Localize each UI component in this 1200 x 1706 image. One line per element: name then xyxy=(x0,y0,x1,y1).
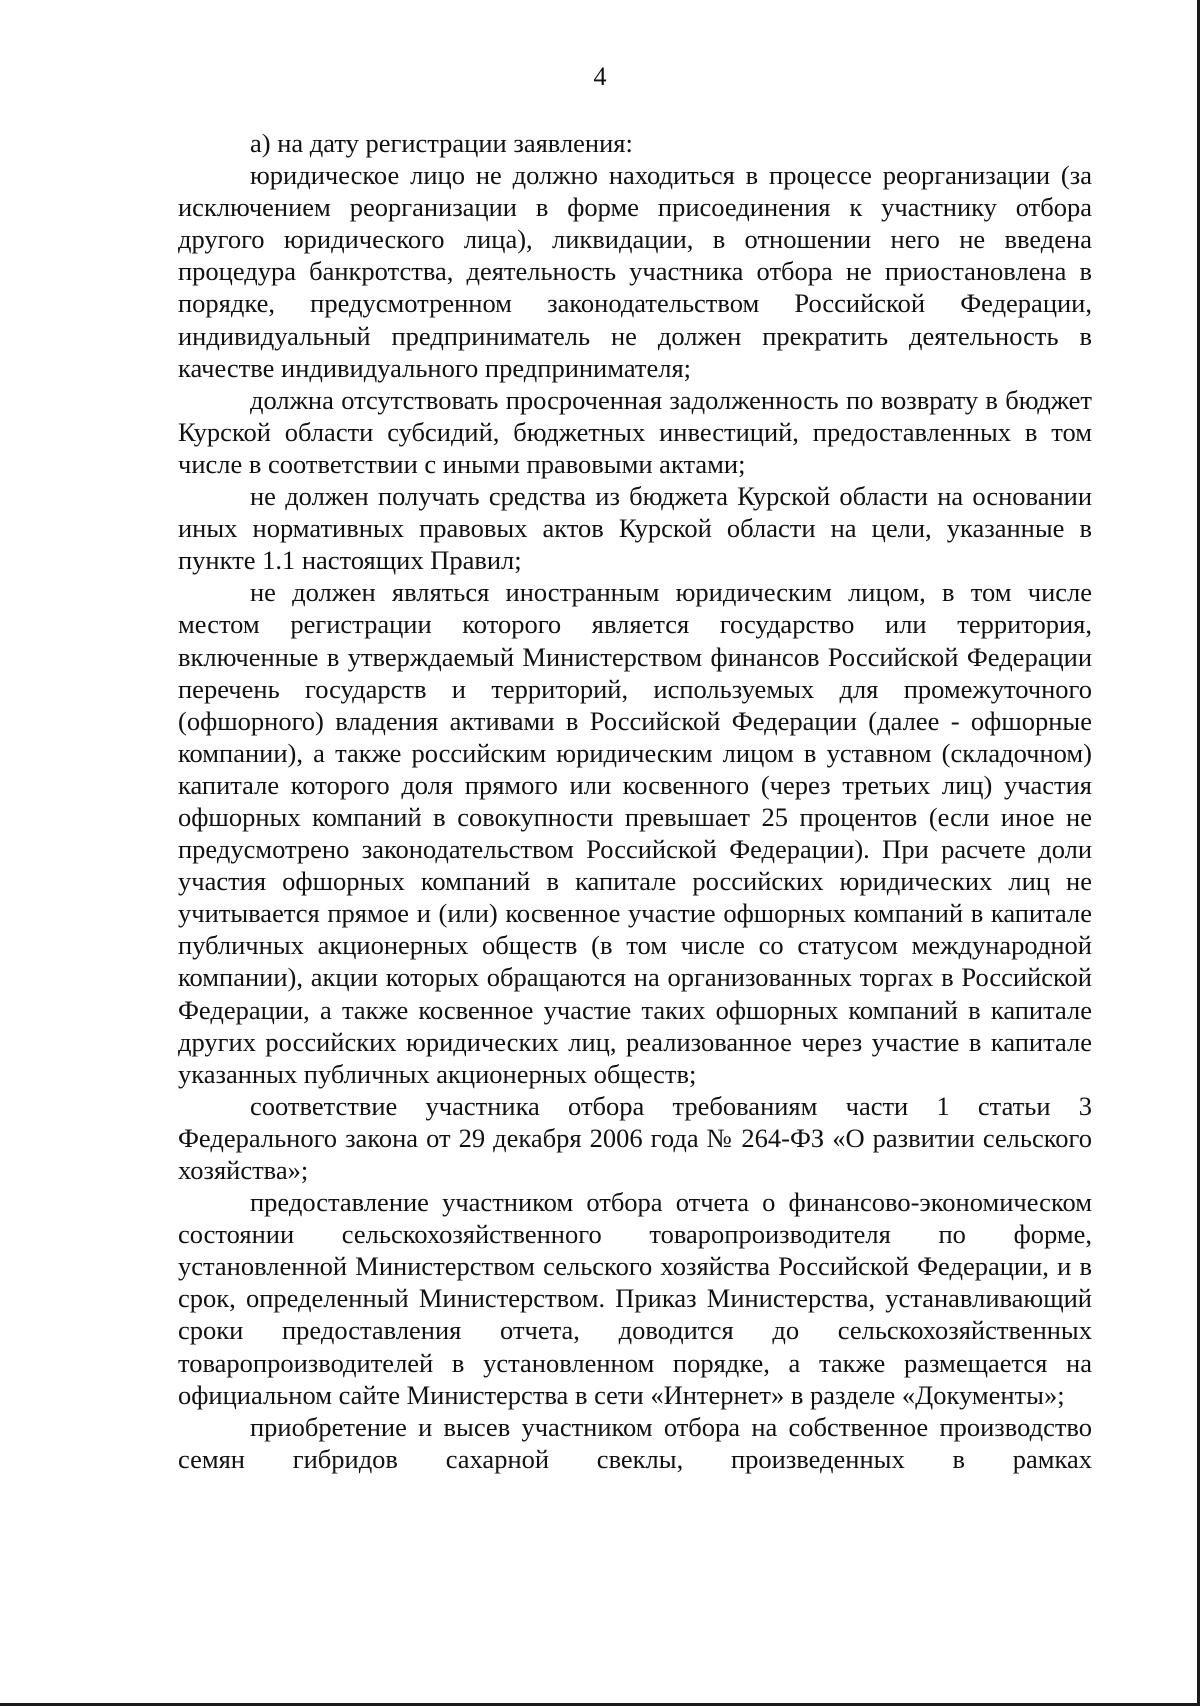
paragraph-overdue-debt: должна отсутствовать просроченная задолженность по возврату в бюджет Курской области субсидий, бюджетных инвестиций, предоставленных в том числе в соответствии с иными правовыми актами; xyxy=(178,384,1092,479)
paragraph-registration-date: а) на дату регистрации заявления: xyxy=(250,128,633,158)
paragraph-offshore-companies: не должен являться иностранным юридическим лицом, в том числе местом регистрации которого является государство или территория, включенные в утверждаемый Министерством финансов Российской Федерации перечень государств и территорий, используемых для промежуточного (офшорного) владения активами в Российской Федерации (далее - офшорные компании), а также российским юридическим лицом в уставном (складочном) капитале которого доля прямого или косвенного (через третьих лиц) участия офшорных компаний в совокупности превышает 25 процентов (если иное не предусмотрено законодательством Российской Федерации). При расчете доли участия офшорных компаний в капитале российских юридических лиц не учитывается прямое и (или) косвенное участие офшорных компаний в капитале публичных акционерных обществ (в том числе со статусом международной компании), акции которых обращаются на организованных торгах в Российской Федерации, а также косвенное участие таких офшорных компаний в капитале других российских юридических лиц, реализованное через участие в капитале указанных публичных акционерных обществ; xyxy=(178,577,1092,1089)
paragraph-reorganization: юридическое лицо не должно находиться в процессе реорганизации (за исключением реорганизации в форме присоединения к участнику отбора другого юридического лица), ликвидации, в отношении него не введена процедура банкротства, деятельность участника отбора не приостановлена в порядке, предусмотренном законодательством Российской Федерации, индивидуальный предприниматель не должен прекратить деятельность в качестве индивидуального предпринимателя; xyxy=(178,160,1092,383)
page-number: 4 xyxy=(593,62,607,91)
paragraph-sugar-beet-seeds: приобретение и высев участником отбора на собственное производство семян гибридов сахарной свеклы, произведенных в рамках xyxy=(178,1411,1092,1474)
paragraph-other-funding: не должен получать средства из бюджета Курской области на основании иных нормативных правовых актов Курской области на цели, указанные в пункте 1.1 настоящих Правил; xyxy=(178,481,1092,576)
paragraph-federal-law: соответствие участника отбора требованиям части 1 статьи 3 Федерального закона от 29 декабря 2006 года № 264-ФЗ «О развитии сельского хозяйства»; xyxy=(178,1090,1092,1185)
document-body xyxy=(178,127,1092,1475)
paragraph-financial-report: предоставление участником отбора отчета о финансово-экономическом состоянии сельскохозяйственного товаропроизводителя по форме, установленной Министерством сельского хозяйства Российской Федерации, и в срок, определенный Министерством. Приказ Министерства, устанавливающий сроки предоставления отчета, доводится до сельскохозяйственных товаропроизводителей в установленном порядке, а также размещается на официальном сайте Министерства в сети «Интернет» в разделе «Документы»; xyxy=(178,1187,1092,1410)
